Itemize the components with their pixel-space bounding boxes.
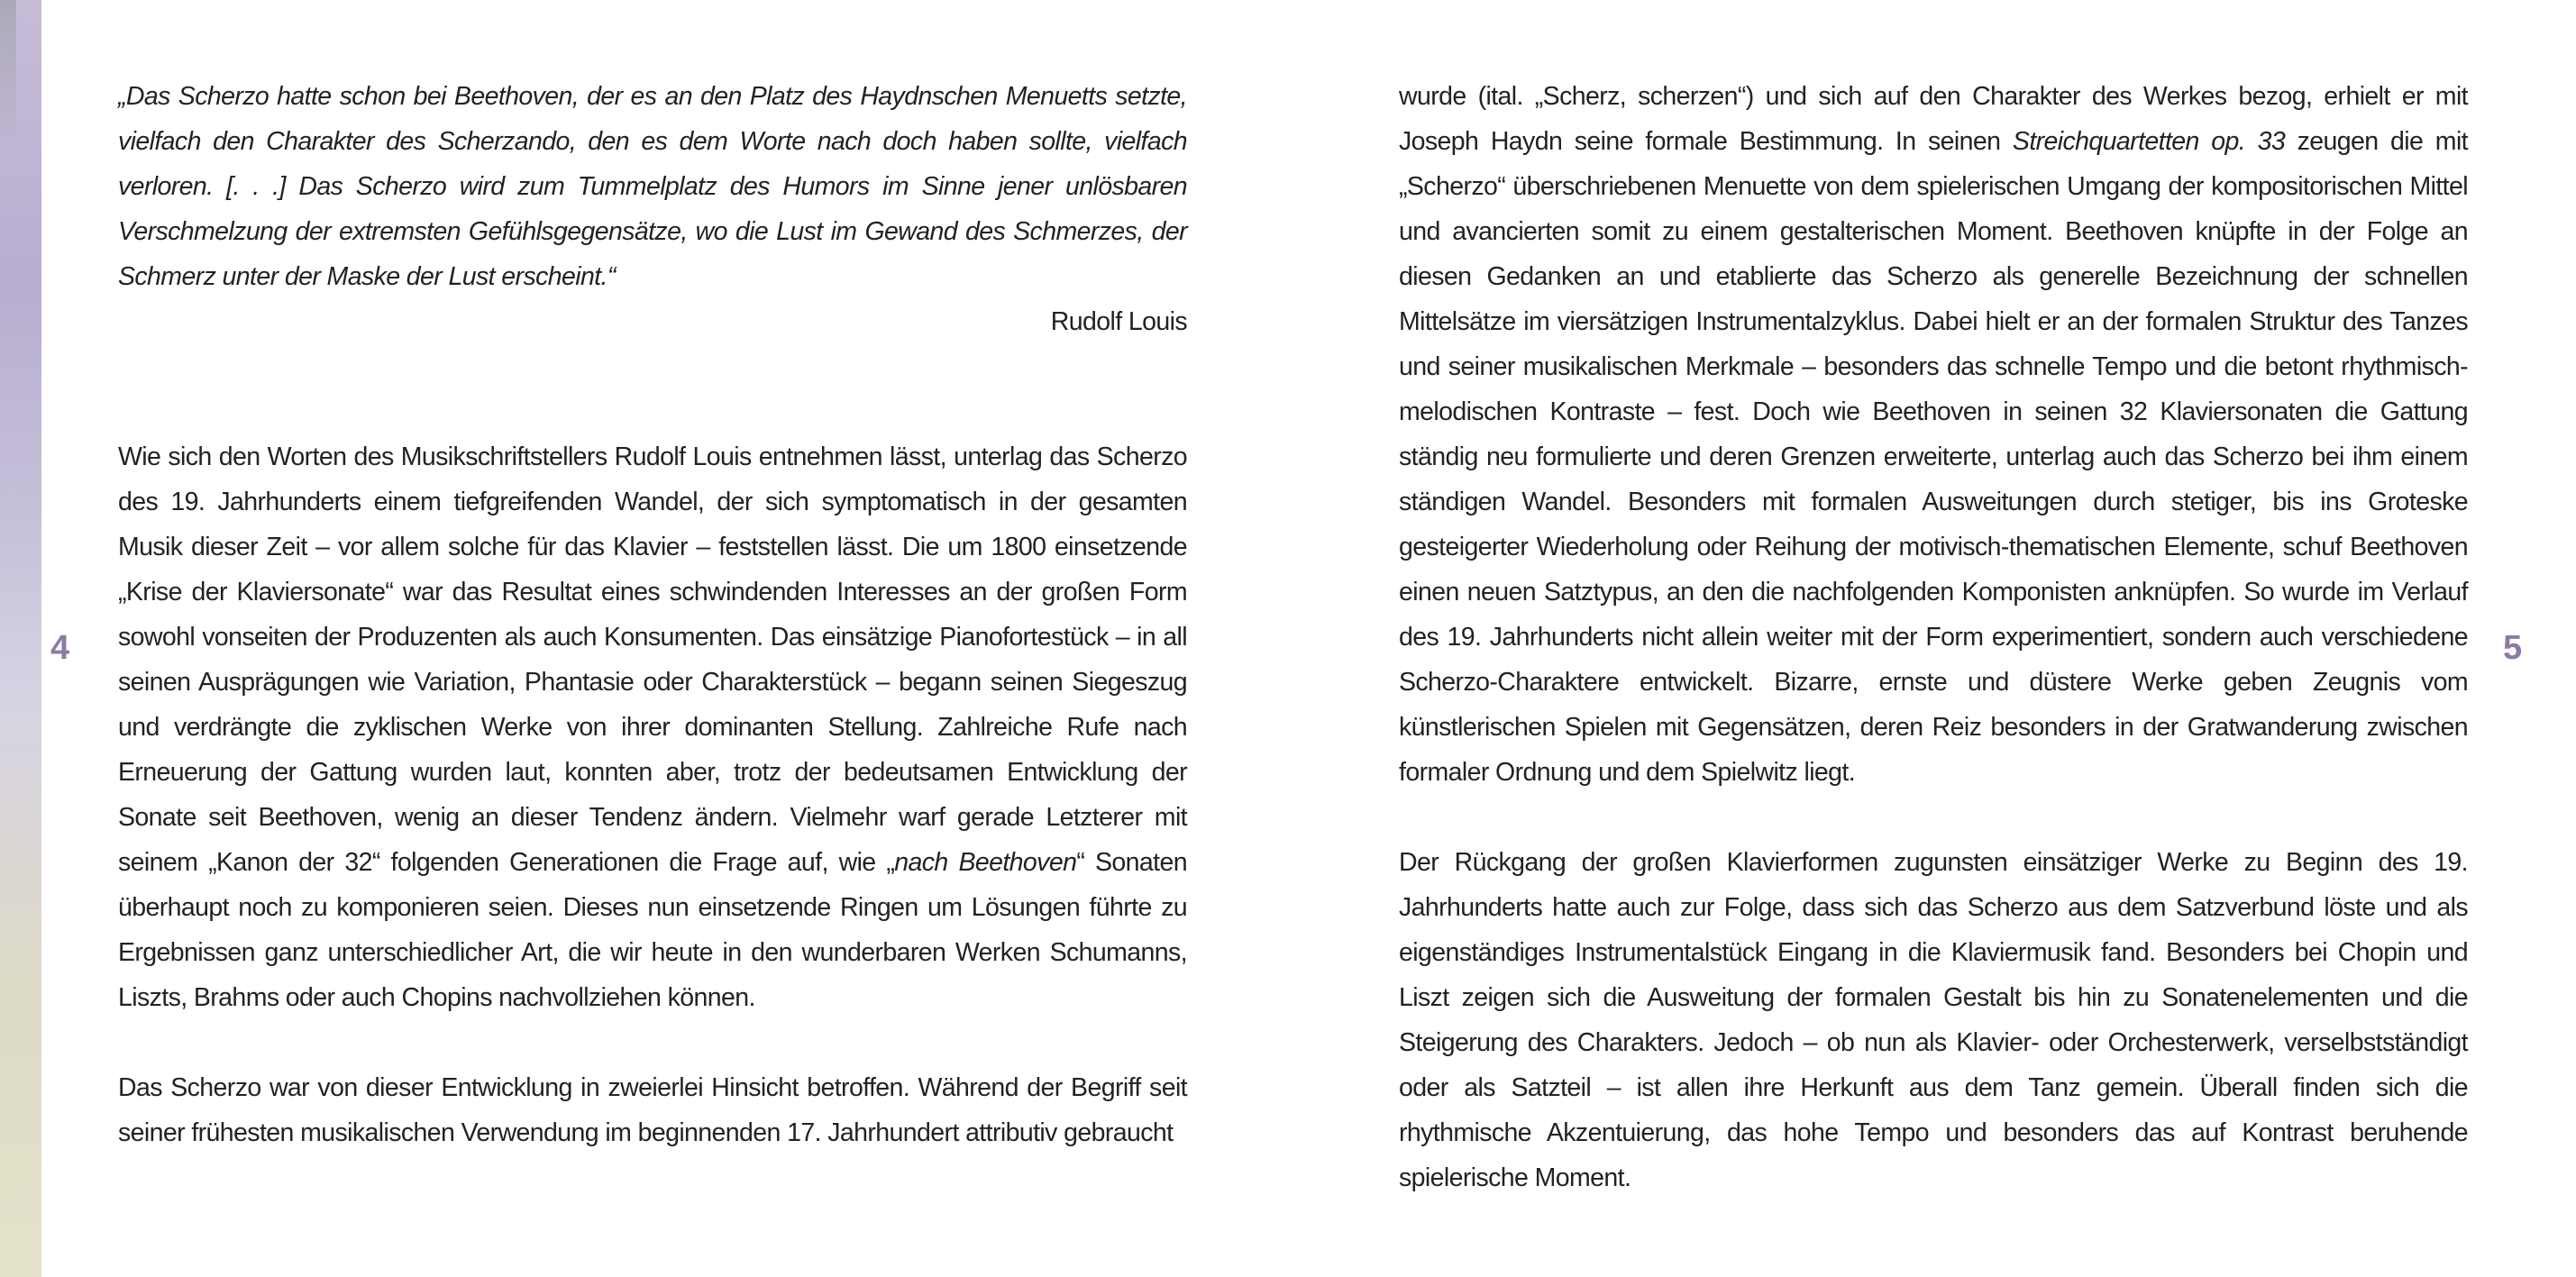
paragraph-text: Wie sich den Worten des Musikschriftstellers Rudolf Louis entnehmen lässt, unterlag das Scherzo des 19. Jahrhunderts einem tiefgreifenden Wandel, der sich symptomatisch in der gesamten Musik dieser Zeit – vor allem solche für das Klavier – feststellen lässt. Die um 1800 einsetzende „Krise der Klaviersonate“ war das Resultat eines schwindenden Interesses an der großen Form sowohl vonseiten der Produzenten als auch Konsumenten. Das einsätzige Pianofortestück – in all seinen Ausprägungen wie Variation, Phantasie oder Charakterstück – begann seinen Siegeszug und verdrängte die zyklischen Werke von ihrer dominanten Stellung. Zahlreiche Rufe nach Erneuerung der Gattung wurden laut, konnten aber, trotz der bedeutsamen Entwicklung der Sonate seit Beethoven, wenig an dieser Tendenz ändern. Vielmehr warf gerade Letzterer mit seinem „Kanon der 32“ folgenden Generationen die Frage auf, wie „	[118, 442, 1187, 877]
epigraph-author: Rudolf Louis	[1050, 307, 1187, 336]
spacer	[1399, 795, 2468, 840]
paragraph	[118, 434, 1187, 1020]
decorative-edge-strip	[0, 0, 41, 1277]
spacer	[118, 1020, 1187, 1065]
left-page-column	[118, 74, 1187, 1155]
paragraph-text: zeugen die mit „Scherzo“ überschriebenen Menuette von dem spielerischen Umgang der kompositorischen Mittel und avancierten somit zu einem gestalterischen Moment. Beethoven knüpfte in der Folge an diesen Gedanken an und etablierte das Scherzo als generelle Bezeichnung der schnellen Mittelsätze im viersätzigen Instrumentalzyklus. Dabei hielt er an der formalen Struktur des Tanzes und seiner musikalischen Merkmale – besonders das schnelle Tempo und die betont rhythmisch-melodischen Kontraste – fest. Doch wie Beethoven in seinen 32 Klaviersonaten die Gattung ständig neu formulierte und deren Grenzen erweiterte, unterlag auch das Scherzo bei ihm einem ständigen Wandel. Besonders mit formalen Ausweitungen durch stetiger, bis ins Groteske gesteigerter Wiederholung oder Reihung der motivisch-thematischen Elemente, schuf Beethoven einen neuen Satztypus, an den die nachfolgenden Komponisten anknüpfen. So wurde im Verlauf des 19. Jahrhunderts nicht allein weiter mit der Form experimentiert, sondern auch verschiedene Scherzo-Charaktere entwickelt. Bizarre, ernste und düstere Werke geben Zeugnis vom künstlerischen Spielen mit Gegensätzen, deren Reiz besonders in der Gratwanderung zwischen formaler Ordnung und dem Spielwitz liegt.	[1399, 127, 2468, 787]
right-page-column	[1399, 74, 2468, 1200]
epigraph-quote: „Das Scherzo hatte schon bei Beethoven, der es an den Platz des Haydnschen Menuetts setzte, vielfach den Charakter des Scherzando, den es dem Worte nach doch haben sollte, vielfach verloren. [. . .] Das Scherzo wird zum Tummelplatz des Humors im Sinne jener unlösbaren Verschmelzung der extremsten Gefühlsgegensätze, wo die Lust im Gewand des Schmerzes, der Schmerz unter der Maske der Lust erscheint.“	[118, 82, 1187, 291]
paragraph-text: “ Sonaten überhaupt noch zu komponieren seien. Dieses nun einsetzende Ringen um Lösungen führte zu Ergebnissen ganz unterschiedlicher Art, die wir heute in den wunderbaren Werken Schumanns, Liszts, Brahms oder auch Chopins nachvollziehen können.	[118, 848, 1187, 1012]
paragraph: Das Scherzo war von dieser Entwicklung in zweierlei Hinsicht betroffen. Während der Begriff seit seiner frühesten musikalischen Verwendung im beginnenden 17. Jahrhundert attributiv gebraucht	[118, 1073, 1187, 1147]
page-number-left: 4	[50, 629, 70, 667]
page-number-right: 5	[2503, 629, 2523, 667]
paragraph	[1399, 74, 2468, 795]
spacer	[118, 344, 1187, 434]
italic-work-title: Streichquartetten op. 33	[2012, 127, 2286, 156]
italic-phrase: nach Beethoven	[894, 848, 1077, 877]
paragraph: Der Rückgang der großen Klavierformen zugunsten einsätziger Werke zu Beginn des 19. Jahrhunderts hatte auch zur Folge, dass sich das Scherzo aus dem Satzverbund löste und als eigenständiges Instrumentalstück Eingang in die Klaviermusik fand. Besonders bei Chopin und Liszt zeigen sich die Ausweitung der formalen Gestalt bis hin zu Sonatenelementen und die Steigerung des Charakters. Jedoch – ob nun als Klavier- oder Orchesterwerk, verselbstständigt oder als Satzteil – ist allen ihre Herkunft aus dem Tanz gemein. Überall finden sich die rhythmische Akzentuierung, das hohe Tempo und besonders das auf Kontrast beruhende spielerische Moment.	[1399, 848, 2468, 1192]
paragraph-text: wurde (ital. „Scherz, scherzen“) und sich auf den Charakter des Werkes bezog, erhielt er mit Joseph Haydn seine formale Bestimmung. In seinen	[1399, 82, 2468, 156]
